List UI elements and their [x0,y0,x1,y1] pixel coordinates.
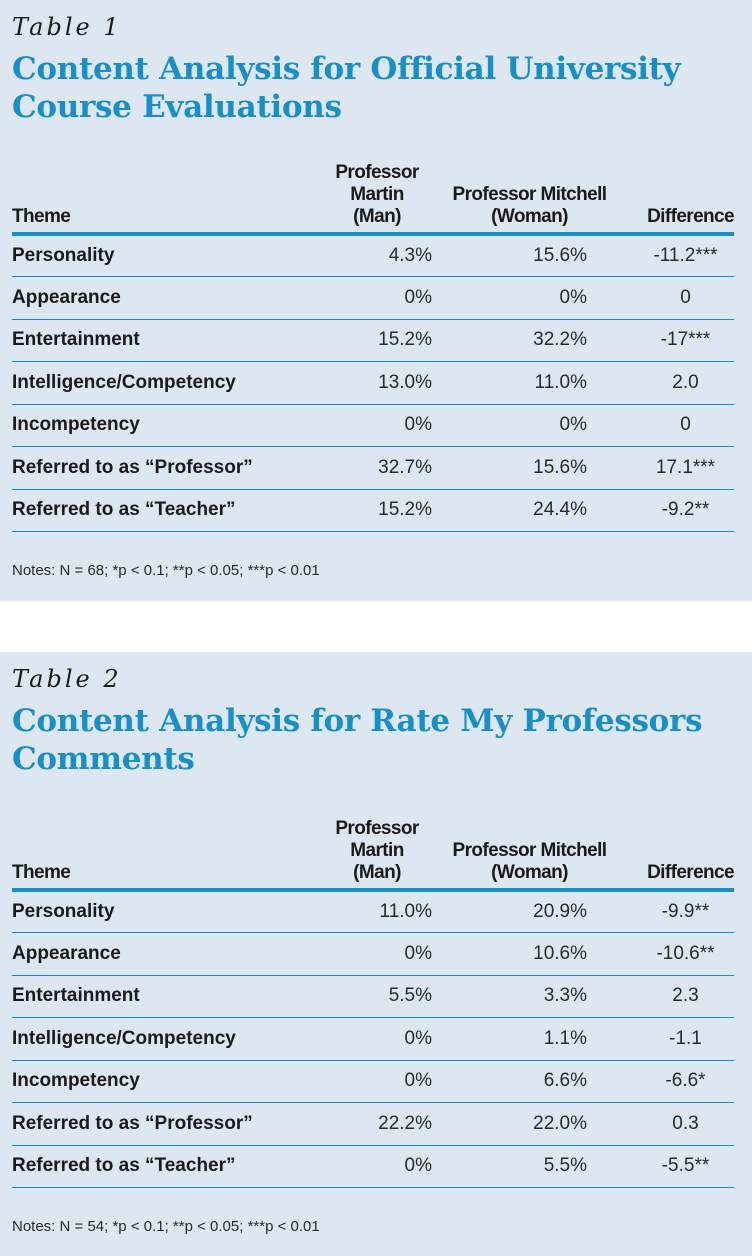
table-row [12,362,734,405]
table-row [12,1103,734,1146]
martin-cell: 0% [312,277,442,320]
table-row [12,890,734,933]
mitchell-cell: 32.2% [442,319,617,362]
martin-cell: 15.2% [312,489,442,532]
table-row [12,234,734,277]
theme-cell: Referred to as “Teacher” [12,1145,312,1188]
header-row [12,818,734,890]
difference-cell: -11.2*** [617,234,734,277]
mitchell-cell: 10.6% [442,933,617,976]
table-notes: Notes: N = 54; *p < 0.1; **p < 0.05; ***p < 0.01 [12,1218,320,1235]
mitchell-cell: 5.5% [442,1145,617,1188]
table-label: Table 2 [12,665,122,693]
theme-header: Theme [12,162,312,234]
martin-cell: 15.2% [312,319,442,362]
table-row [12,489,734,532]
difference-cell: -5.5** [617,1145,734,1188]
mitchell-cell: 20.9% [442,890,617,933]
difference-cell: -9.9** [617,890,734,933]
table-1-panel [0,0,752,601]
difference-header: Difference [617,818,734,890]
mitchell-cell: 0% [442,404,617,447]
mitchell-header-name: Professor Mitchell [452,184,607,205]
table-notes: Notes: N = 68; *p < 0.1; **p < 0.05; ***p < 0.01 [12,562,320,579]
mitchell-cell: 1.1% [442,1018,617,1061]
martin-header-name: Professor Martin [335,818,419,861]
table-2-panel [0,652,752,1256]
mitchell-header [442,818,617,890]
data-table [12,818,734,1188]
martin-cell: 13.0% [312,362,442,405]
mitchell-header-gender: (Woman) [491,862,568,883]
mitchell-cell: 24.4% [442,489,617,532]
martin-cell: 0% [312,404,442,447]
martin-cell: 32.7% [312,447,442,490]
mitchell-cell: 11.0% [442,362,617,405]
theme-cell: Entertainment [12,319,312,362]
mitchell-header-gender: (Woman) [491,206,568,227]
martin-header [312,818,442,890]
martin-header-name: Professor Martin [335,162,419,205]
difference-cell: -10.6** [617,933,734,976]
theme-cell: Referred to as “Professor” [12,447,312,490]
mitchell-cell: 6.6% [442,1060,617,1103]
martin-cell: 0% [312,1145,442,1188]
theme-cell: Intelligence/Competency [12,362,312,405]
mitchell-header-name: Professor Mitchell [452,840,607,861]
mitchell-header [442,162,617,234]
difference-header: Difference [617,162,734,234]
mitchell-cell: 15.6% [442,447,617,490]
martin-cell: 0% [312,1060,442,1103]
table-row [12,933,734,976]
martin-cell: 0% [312,1018,442,1061]
martin-header-gender: (Man) [353,206,401,227]
theme-cell: Appearance [12,933,312,976]
mitchell-cell: 22.0% [442,1103,617,1146]
martin-cell: 0% [312,933,442,976]
theme-cell: Appearance [12,277,312,320]
theme-cell: Intelligence/Competency [12,1018,312,1061]
table-row [12,404,734,447]
difference-cell: 0.3 [617,1103,734,1146]
difference-cell: -6.6* [617,1060,734,1103]
difference-cell: 2.0 [617,362,734,405]
table-row [12,1018,734,1061]
mitchell-cell: 15.6% [442,234,617,277]
difference-cell: 0 [617,404,734,447]
table-row [12,975,734,1018]
martin-cell: 11.0% [312,890,442,933]
table-title: Content Analysis for Rate My Professors Comments [12,703,703,777]
theme-cell: Personality [12,234,312,277]
difference-cell: 2.3 [617,975,734,1018]
difference-cell: -9.2** [617,489,734,532]
theme-cell: Entertainment [12,975,312,1018]
theme-cell: Referred to as “Professor” [12,1103,312,1146]
difference-cell: 17.1*** [617,447,734,490]
difference-cell: -17*** [617,319,734,362]
martin-cell: 22.2% [312,1103,442,1146]
table-row [12,1145,734,1188]
table-row [12,447,734,490]
difference-cell: -1.1 [617,1018,734,1061]
mitchell-cell: 3.3% [442,975,617,1018]
theme-header: Theme [12,818,312,890]
theme-cell: Referred to as “Teacher” [12,489,312,532]
martin-header-gender: (Man) [353,862,401,883]
header-row [12,162,734,234]
table-label: Table 1 [12,13,122,41]
martin-cell: 5.5% [312,975,442,1018]
data-table [12,162,734,532]
table-row [12,277,734,320]
theme-cell: Personality [12,890,312,933]
difference-cell: 0 [617,277,734,320]
table-title: Content Analysis for Official University Course Evaluations [12,51,681,125]
mitchell-cell: 0% [442,277,617,320]
theme-cell: Incompetency [12,404,312,447]
table-row [12,1060,734,1103]
martin-cell: 4.3% [312,234,442,277]
martin-header [312,162,442,234]
table-row [12,319,734,362]
theme-cell: Incompetency [12,1060,312,1103]
